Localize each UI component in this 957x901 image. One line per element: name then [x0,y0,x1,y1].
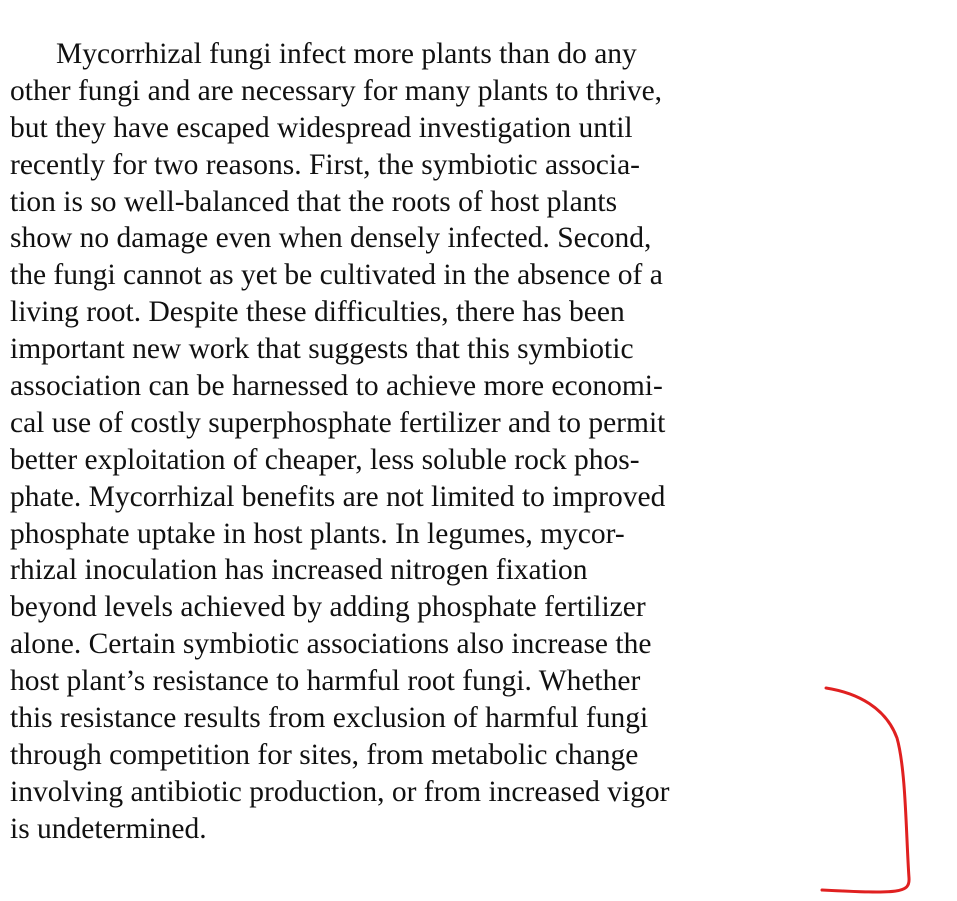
passage-line: other fungi and are necessary for many plants to thrive, [10,74,663,107]
passage-line: but they have escaped widespread investigation until [10,111,633,144]
passage-line: the fungi cannot as yet be cultivated in the absence of a [10,259,663,292]
passage-line: phate. Mycorrhizal benefits are not limited to improved [10,480,666,513]
passage-line: is undetermined. [10,812,207,845]
passage-line: beyond levels achieved by adding phosphate fertilizer [10,591,646,624]
passage-line: show no damage even when densely infected. Second, [10,222,652,255]
passage-line: tion is so well-balanced that the roots of host plants [10,185,618,218]
passage-line: phosphate uptake in host plants. In legumes, mycor- [10,517,625,550]
passage-line: association can be harnessed to achieve more economi- [10,370,663,403]
passage-line: better exploitation of cheaper, less soluble rock phos- [10,443,640,476]
passage-line: host plant’s resistance to harmful root fungi. Whether [10,665,641,698]
passage-line: this resistance results from exclusion of harmful fungi [10,702,649,735]
passage-line: alone. Certain symbiotic associations also increase the [10,628,652,661]
passage-line: Mycorrhizal fungi infect more plants than do any [56,38,637,70]
passage-line: living root. Despite these difficulties, there has been [10,296,625,329]
passage-line: important new work that suggests that this symbiotic [10,333,634,366]
passage-line: cal use of costly superphosphate fertilizer and to permit [10,406,666,439]
passage-line: involving antibiotic production, or from increased vigor [10,775,670,808]
passage-line: recently for two reasons. First, the symbiotic associa- [10,148,641,181]
passage-paragraph [10,36,840,848]
passage-line: rhizal inoculation has increased nitrogen fixation [10,554,588,587]
passage-line: through competition for sites, from metabolic change [10,738,639,771]
